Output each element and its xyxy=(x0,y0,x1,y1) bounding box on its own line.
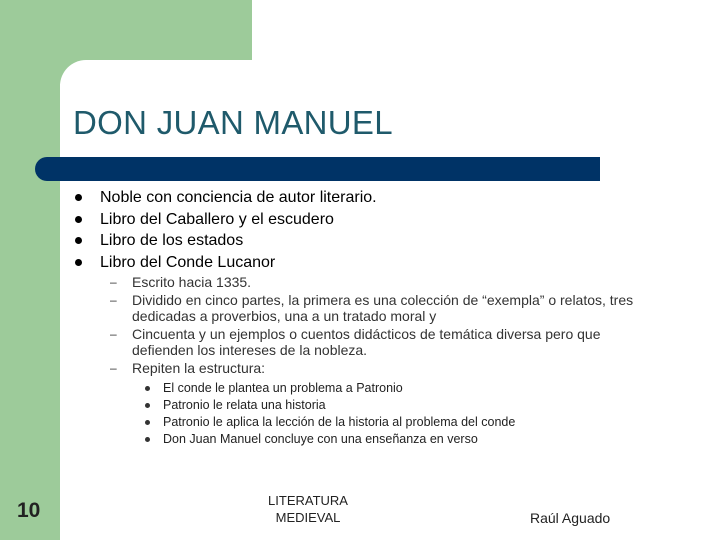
structure-item: El conde le plantea un problema a Patronio xyxy=(143,380,663,397)
bullet-item: Noble con conciencia de autor literario. xyxy=(73,187,673,209)
footer-subject-line2: MEDIEVAL xyxy=(275,510,341,525)
bullet-item: Libro de los estados xyxy=(73,230,673,252)
sub-bullet-item: – Repiten la estructura: xyxy=(110,360,650,376)
footer-author: Raúl Aguado xyxy=(530,510,611,526)
sub-bullet-list xyxy=(110,274,650,378)
sub-bullet-item: – Dividido en cinco partes, la primera es una colección de “exempla” o relatos, tres dedicadas a proverbios, una a un tratado moral y xyxy=(110,292,650,324)
page-number: 10 xyxy=(17,499,41,522)
structure-list xyxy=(143,380,663,448)
sub-bullet-item: – Cincuenta y un ejemplos o cuentos didácticos de temática diversa pero que defienden los intereses de la nobleza. xyxy=(110,326,650,358)
structure-item: Patronio le aplica la lección de la historia al problema del conde xyxy=(143,414,663,431)
bullet-item: Libro del Caballero y el escudero xyxy=(73,209,673,231)
structure-item: Patronio le relata una historia xyxy=(143,397,663,414)
sub-bullet-item: – Escrito hacia 1335. xyxy=(110,274,650,290)
footer-subject-line1: LITERATURA xyxy=(268,493,348,508)
slide-title: DON JUAN MANUEL xyxy=(73,104,393,141)
structure-item: Don Juan Manuel concluye con una enseñanza en verso xyxy=(143,431,663,448)
bullet-item: Libro del Conde Lucanor xyxy=(73,252,673,274)
footer-subject xyxy=(258,492,358,526)
title-underline-bar xyxy=(35,157,600,181)
main-bullet-list xyxy=(73,187,673,273)
